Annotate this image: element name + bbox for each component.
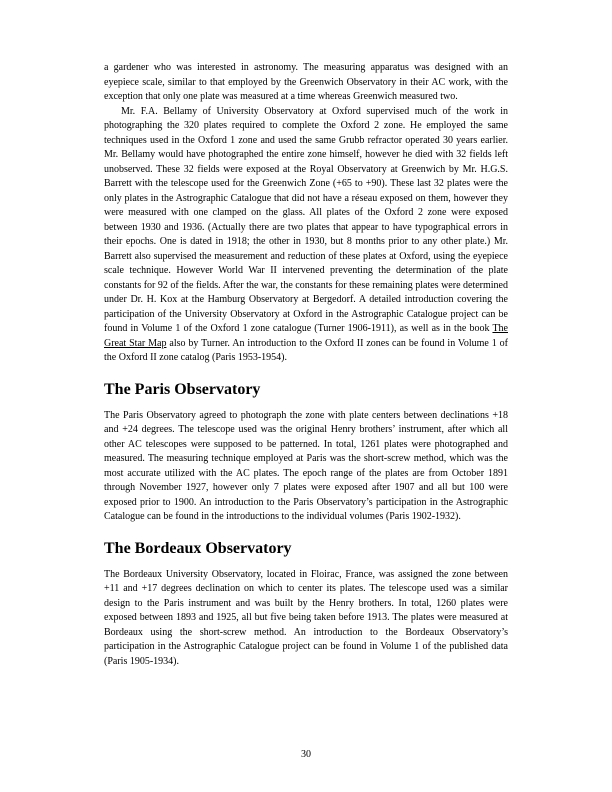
paragraph-text: a gardener who was interested in astronomy. The measuring apparatus was designed with an eyepiece scale, similar to that employed by the Greenwich Observatory in their AC work, with the exception that only one plate was measured at a time whereas Greenwich measured two.: [104, 62, 508, 102]
paragraph-text: Mr. F.A. Bellamy of University Observatory at Oxford supervised much of the work in photographing the 320 plates required to complete the Oxford 2 zone. He employed the same techniques used in the Oxford 1 zone and used the same Grubb refractor operated 30 years earlier. Mr. Bellamy would have photographed the entire zone himself, however he died with 32 fields left unobserved. These 32 fields were exposed at the Royal Observatory at Greenwich by Mr. H.G.S. Barrett with the telescope used for the Greenwich Zone (+65 to +90). These last 32 plates were the only plates in the Astrographic Catalogue that did not have a réseau exposed on them, however they were measured with one clamped on the glass. All plates of the Oxford 2 zone were exposed between 1930 and 1936. (Actually there are two plates that appear to have typographical errors in their epochs. One is dated in 1918; the other in 1930, but 8 months prior to any other plate.) Mr. Barrett also supervised the measurement and reduction of these plates at Oxford, using the eyepiece scale technique. However World War II intervened preventing the determination of the plate constants for 92 of the fields. After the war, the constants for these remaining plates were determined under Dr. H. Kox at the Hamburg Observatory at Bergedorf. A detailed introduction covering the participation of the University Observatory at Oxford in the Astrographic Catalogue project can be found in Volume 1 of the Oxford 1 zone catalogue (Turner 1906-1911), as well as in the book: [104, 105, 508, 334]
section-heading-bordeaux: The Bordeaux Observatory: [104, 539, 292, 557]
paragraph-text: also by Turner. An introduction to the Oxford II zones can be found in Volume 1 of the Oxford II zone catalog (Paris 1953-1954).: [104, 337, 508, 363]
page-number: 30: [301, 749, 311, 760]
paragraph-text: The Paris Observatory agreed to photograph the zone with plate centers between declinations +18 and +24 degrees. The telescope used was the original Henry brothers’ instrument, after which all other AC telescopes were supposed to be patterned. In total, 1261 plates were photographed and measured. The measuring technique employed at Paris was the short-screw method, which was the most accurate utilized with the AC plates. The epoch range of the plates are from October 1891 through November 1927, however only 7 plates were exposed after 1907 and all but 100 were exposed prior to 1900. An introduction to the Paris Observatory’s participation in the Astrographic Catalogue can be found in the introductions to the individual volumes (Paris 1902-1932).: [104, 409, 508, 522]
book-title-underlined: The Great Star Map: [104, 323, 508, 349]
paragraph-text: The Bordeaux University Observatory, located in Floirac, France, was assigned the zone between +11 and +17 degrees declination on which to center its plates. The telescope used was a similar design to the Paris instrument and was built by the Henry brothers. In total, 1260 plates were exposed between 1893 and 1925, all but five being taken before 1913. The plates were measured at Bordeaux using the short-screw method. An introduction to the Bordeaux Observatory’s participation in the Astrographic Catalogue project can be found in Volume 1 of the published data (Paris 1905-1934).: [104, 568, 508, 667]
section-heading-paris: The Paris Observatory: [104, 380, 261, 398]
paragraph-paris: [104, 409, 508, 525]
text-column: [104, 61, 508, 669]
paragraph-oxford-bellamy: [104, 105, 508, 366]
paragraph-gardener-continuation: [104, 61, 508, 105]
paragraph-bordeaux: [104, 568, 508, 670]
